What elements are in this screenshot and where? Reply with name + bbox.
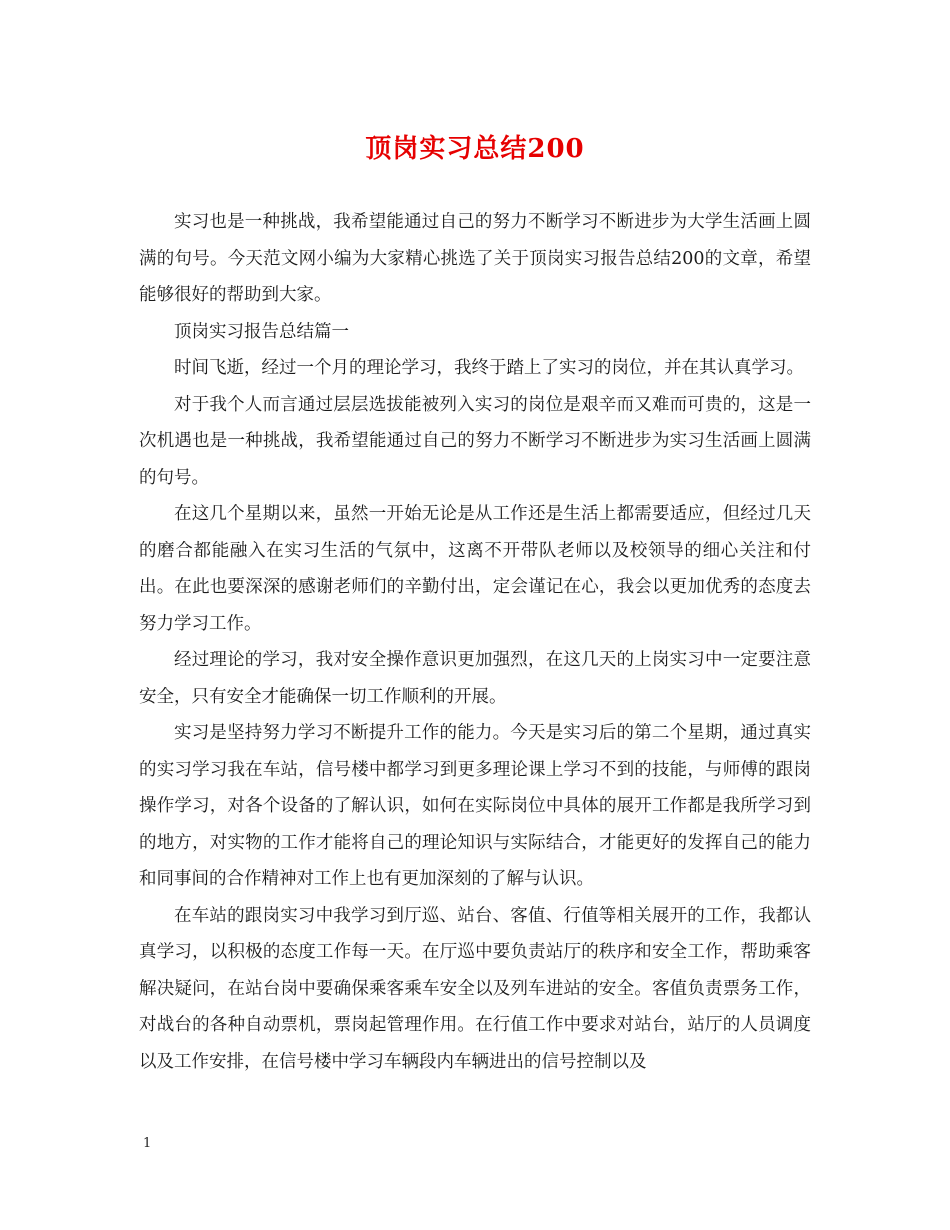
body-paragraph: 在车站的跟岗实习中我学习到厅巡、站台、客值、行值等相关展开的工作，我都认真学习，以积极的态度工作每一天。在厅巡中要负责站厅的秩序和安全工作，帮助乘客解决疑问，在站台岗中要确保乘客乘车安全以及列车进站的安全。客值负责票务工作，对战台的各种自动票机，票岗起管理作用。在行值工作中要求对站台，站厅的人员调度以及工作安排，在信号楼中学习车辆段内车辆进出的信号控制以及 — [139, 905, 811, 1072]
body-paragraph: 经过理论的学习，我对安全操作意识更加强烈，在这几天的上岗实习中一定要注意安全，只有安全才能确保一切工作顺利的开展。 — [139, 650, 811, 707]
body-paragraph: 在这几个星期以来，虽然一开始无论是从工作还是生活上都需要适应，但经过几天的磨合都能融入在实习生活的气氛中，这离不开带队老师以及校领导的细心关注和付出。在此也要深深的感谢老师们的辛勤付出，定会谨记在心，我会以更加优秀的态度去努力学习工作。 — [139, 504, 811, 634]
body-paragraph: 实习是坚持努力学习不断提升工作的能力。今天是实习后的第二个星期，通过真实的实习学习我在车站，信号楼中都学习到更多理论课上学习不到的技能，与师傅的跟岗操作学习，对各个设备的了解认识，如何在实际岗位中具体的展开工作都是我所学习到的地方，对实物的工作才能将自己的理论知识与实际结合，才能更好的发挥自己的能力和同事间的合作精神对工作上也有更加深刻的了解与认识。 — [139, 723, 811, 889]
page-number: 1 — [143, 1136, 152, 1151]
document-title: 顶岗实习总结200 — [365, 134, 585, 164]
intro-paragraph: 实习也是一种挑战，我希望能通过自己的努力不断学习不断进步为大学生活画上圆满的句号。今天范文网小编为大家精心挑选了关于顶岗实习报告总结200的文章，希望能够很好的帮助到大家。 — [139, 212, 811, 305]
document-body — [139, 204, 811, 1080]
body-paragraph: 对于我个人而言通过层层选拔能被列入实习的岗位是艰辛而又难而可贵的，这是一次机遇也是一种挑战，我希望能通过自己的努力不断学习不断进步为实习生活画上圆满的句号。 — [139, 394, 811, 488]
body-paragraph: 时间飞逝，经过一个月的理论学习，我终于踏上了实习的岗位，并在其认真学习。 — [174, 358, 804, 378]
section-heading: 顶岗实习报告总结篇一 — [174, 321, 349, 342]
